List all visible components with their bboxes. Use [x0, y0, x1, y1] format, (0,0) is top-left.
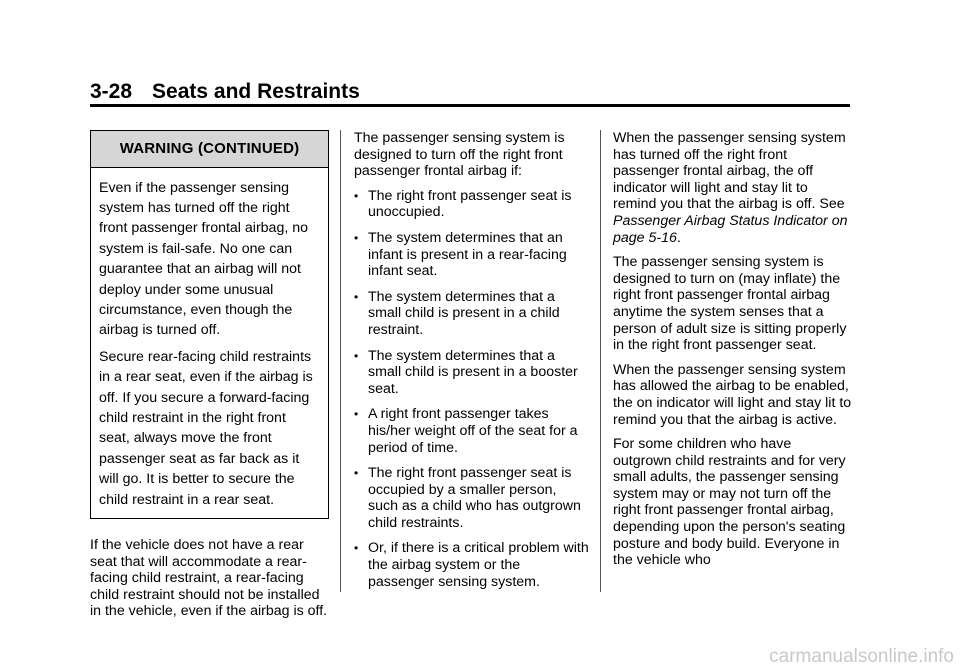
bullet-icon: • — [354, 407, 359, 422]
column-1 — [90, 130, 329, 628]
body-paragraph: If the vehicle does not have a rear seat that will accommodate a rear-facing child restraint, a rear-facing child restraint should not be installed in the vehicle, even if the airbag is off. — [90, 537, 328, 620]
column-2 — [354, 130, 590, 599]
list-item: • Or, if there is a critical problem with the airbag system or the passenger sensing system. — [354, 540, 589, 590]
body-paragraph: The passenger sensing system is designed to turn on (may inflate) the right front passenger frontal airbag anytime the system senses that a person of adult size is sitting properly in the right front passenger seat. — [613, 254, 847, 354]
column-3 — [613, 130, 853, 577]
list-item: • The system determines that a small child is present in a child restraint. — [354, 288, 560, 338]
body-paragraph: The passenger sensing system is designed to turn off the right front passenger frontal airbag if: — [354, 130, 565, 180]
bullet-list — [354, 188, 590, 590]
warning-box — [90, 130, 329, 519]
list-item: • The system determines that a small child is present in a booster seat. — [354, 347, 578, 397]
header-rule — [90, 104, 850, 107]
bullet-icon: • — [354, 230, 359, 245]
list-item: • The system determines that an infant is present in a rear-facing infant seat. — [354, 229, 567, 280]
column-divider — [340, 130, 341, 592]
bullet-icon: • — [354, 188, 359, 203]
page-header — [90, 79, 850, 105]
warning-paragraph: Secure rear-facing child restraints in a rear seat, even if the airbag is off. If you secure a forward-facing child restraint in the right front seat, always move the front passenger seat as far back as it will go. It is better to secure the child restraint in a rear seat. — [99, 348, 313, 508]
watermark: carmanualsonline.info — [769, 646, 954, 667]
column-divider — [600, 130, 601, 592]
bullet-icon: • — [354, 466, 359, 481]
page-number: 3-28 — [90, 80, 133, 103]
body-paragraph: When the passenger sensing system has allowed the airbag to be enabled, the on indicator will light and stay lit to remind you that the airbag is active. — [613, 361, 852, 428]
bullet-icon: • — [354, 541, 359, 556]
bullet-icon: • — [354, 289, 359, 304]
bullet-icon: • — [354, 348, 359, 363]
section-title: Seats and Restraints — [152, 80, 360, 103]
cross-reference-link[interactable]: Passenger Airbag Status Indicator on page 5-16 — [613, 212, 848, 246]
body-paragraph: For some children who have outgrown child restraints and for very small adults, the passenger sensing system may or may not turn off the right front passenger frontal airbag, depending upon the person's seating posture and body build. Everyone in the vehicle who — [613, 436, 846, 569]
list-item: • A right front passenger takes his/her weight off of the seat for a period of time. — [354, 406, 578, 456]
warning-body — [91, 168, 328, 519]
body-paragraph: When the passenger sensing system has turned off the right front passenger frontal airbag, the off indicator will light and stay lit to remind you that the airbag is off. See Passenger Airbag Status Indicator on page 5-16. — [613, 130, 848, 246]
warning-title: WARNING (CONTINUED) — [91, 131, 328, 168]
list-item: • The right front passenger seat is occupied by a smaller person, such as a child who has outgrown child restraints. — [354, 465, 581, 531]
warning-paragraph: Even if the passenger sensing system has turned off the right front passenger frontal airbag, no system is fail-safe. No one can guarantee that an airbag will not deploy under some unusual circumstance, even though the airbag is turned off. — [99, 179, 309, 339]
list-item: • The right front passenger seat is unoccupied. — [354, 187, 572, 221]
